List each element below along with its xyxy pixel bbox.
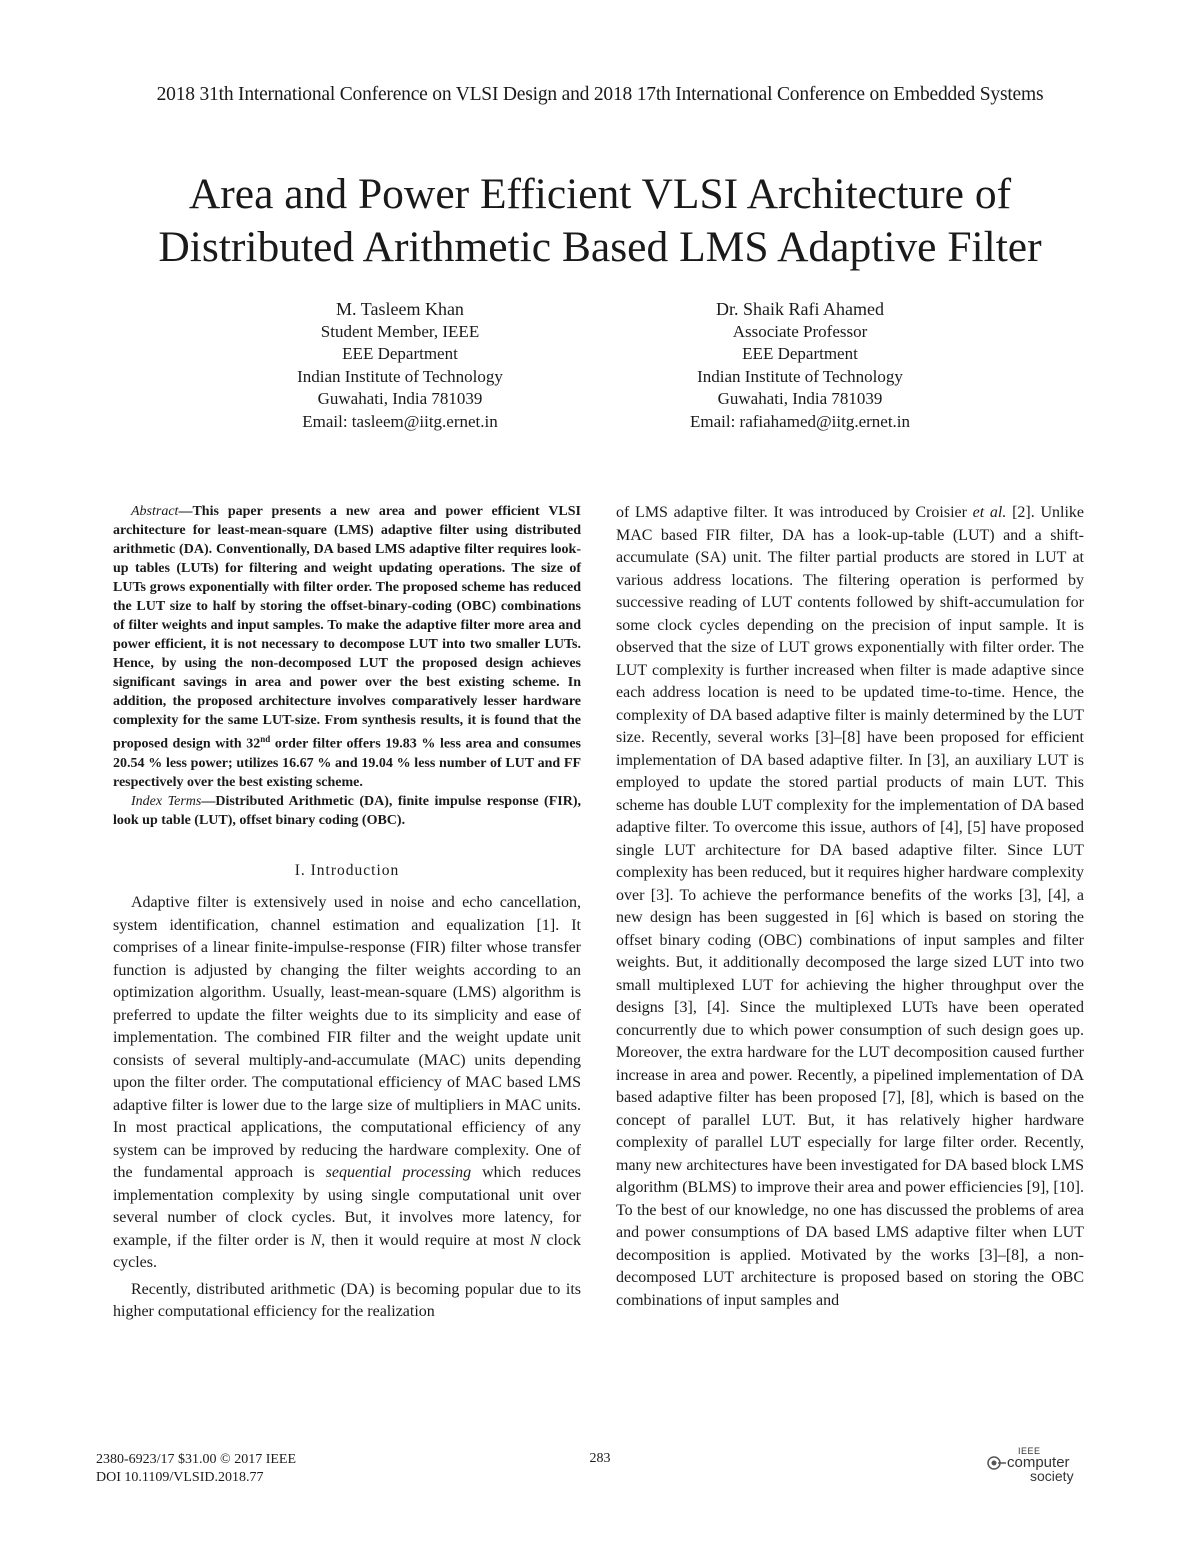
author-dept: EEE Department [342, 344, 458, 364]
footer-doi: DOI 10.1109/VLSID.2018.77 [96, 1470, 264, 1485]
intro-text: [2]. Unlike MAC based FIR filter, DA has a look-up-table (LUT) and a shift-accumulate (SA) unit. The filter partial products are stored in LUT at various address locations. The filtering operation is performed by successive reading of LUT contents followed by shift-accumulation for some clock cycles depending on the precision of input sample. It is observed that the size of LUT grows exponentially with filter order. The LUT complexity is further increased when filter is made adaptive since each address location is need to be updated time-to-time. Hence, the complexity of DA based adaptive filter is mainly determined by the LUT size. Recently, several works [3]–[8] have been proposed for efficient implementation of DA based adaptive filter. In [3], an auxiliary LUT is employed to update the stored partial products of main LUT. This scheme has double LUT complexity for the implementation of DA based adaptive filter. To overcome this issue, authors of [4], [5] have proposed single LUT architecture for DA based adaptive filter. Since LUT complexity has been reduced, but it requires higher hardware complexity over [3]. To achieve the performance benefits of the works [3], [4], a new design has been suggested in [6] which is based on storing the offset binary coding (OBC) combinations of input samples and filter weights. But, it additionally decomposed the large sized LUT into two small multiplexed LUT for achieving the higher throughput over the designs [3], [4]. Since the multiplexed LUTs have been operated concurrently due to which power consumption of such design goes up. Moreover, the extra hardware for the LUT decomposition caused further increase in area and power. Recently, a pipelined implementation of DA based adaptive filter has been proposed [7], [8], which is based on the concept of parallel LUT. But, it has relatively higher hardware complexity of parallel LUT especially for large filter order. Recently, many new architectures have been investigated for DA based block LMS algorithm (BLMS) to improve their area and power efficiencies [9], [10]. To the best of our knowledge, no one has discussed the problems of area and power consumptions of DA based LMS adaptive filter when LUT decomposition is applied. Motivated by the works [3]–[8], a non-decomposed LUT architecture is proposed based on storing the OBC combinations of input samples and [616, 504, 1084, 1309]
intro-text: clock cycles. [113, 1231, 581, 1272]
author-email: Email: tasleem@iitg.ernet.in [302, 411, 498, 431]
author-institution: Indian Institute of Technology [697, 366, 903, 386]
author-name: M. Tasleem Khan [336, 299, 464, 319]
footer-issn: 2380-6923/17 $31.00 © 2017 IEEE [96, 1452, 297, 1467]
intro-paragraph-2: Recently, distributed arithmetic (DA) is becoming popular due to its higher computational efficiency for the realization [113, 1280, 581, 1321]
author-block-2 [610, 298, 990, 434]
intro-math-n: N [529, 1231, 541, 1249]
right-column [616, 502, 1084, 1312]
abstract [113, 502, 581, 792]
abstract-text-1: This paper presents a new area and power efficient VLSI architecture for least-mean-square (LMS) adaptive filter using distributed arithmetic (DA). Conventionally, DA based LMS adaptive filter requires look-up tables (LUTs) for filtering and weight updating operations. The size of LUTs grows exponentially with filter order. The proposed scheme has reduced the LUT size to half by storing the offset-binary-coding (OBC) combinations of filter weights and input samples. To make the adaptive filter more area and power efficient, it is not necessary to decompose LUT into two smaller LUTs. Hence, by using the non-decomposed LUT the proposed design achieves significant savings in area and power over the best existing scheme. In addition, the proposed architecture involves comparatively lesser hardware complexity for the same LUT-size. From synthesis results, it is found that the proposed design with 32 [113, 504, 581, 752]
logo-computer-text: computer [1007, 1454, 1070, 1471]
author-block-1 [210, 298, 590, 434]
author-dept: EEE Department [742, 344, 858, 364]
abstract-text-2: order filter offers 19.83 % less area and consumes 20.54 % less power; utilizes 16.67 % and 19.04 % less number of LUT and FF respectively over the best existing scheme. [113, 736, 581, 790]
abstract-dash: — [178, 504, 193, 519]
title-line-2: Distributed Arithmetic Based LMS Adaptive Filter [158, 223, 1042, 271]
index-terms-label: Index Terms [131, 793, 202, 809]
title-line-1: Area and Power Efficient VLSI Architecture of [188, 170, 1012, 218]
logo-society-text: society [1030, 1468, 1074, 1484]
paper-title [0, 168, 1200, 274]
computer-society-icon [985, 1454, 1007, 1472]
author-name: Dr. Shaik Rafi Ahamed [716, 299, 884, 319]
left-column [113, 502, 581, 1324]
abstract-superscript: nd [260, 734, 271, 744]
section-heading: I. Introduction [294, 861, 400, 879]
logo-ieee-text: IEEE [1018, 1446, 1041, 1456]
page-number: 283 [589, 1451, 611, 1466]
abstract-label: Abstract [131, 504, 179, 519]
index-terms [113, 792, 581, 830]
author-city: Guwahati, India 781039 [717, 389, 883, 409]
intro-text: which reduces implementation complexity by using single computational unit over several number of clock cycles. But, it involves more latency, for example, if the filter order is [113, 1164, 582, 1249]
intro-emphasis: sequential processing [325, 1164, 472, 1182]
author-city: Guwahati, India 781039 [317, 389, 483, 409]
author-institution: Indian Institute of Technology [297, 366, 503, 386]
intro-text: , then it would require at most [321, 1231, 530, 1249]
intro-paragraph-1 [113, 892, 581, 1275]
intro-text: Adaptive filter is extensively used in noise and echo cancellation, system identification, channel estimation and equalization [1]. It comprises of a linear finite-impulse-response (FIR) filter whose transfer function is adjusted by changing the filter weights according to an optimization algorithm. Usually, least-mean-square (LMS) algorithm is preferred to update the filter weights due to its simplicity and ease of implementation. The combined FIR filter and the weight update unit consists of several multiply-and-accumulate (MAC) units depending upon the filter order. The computational efficiency of MAC based LMS adaptive filter is lower due to the large size of multipliers in MAC units. In most practical applications, the computational efficiency of any system can be improved by reducing the hardware complexity. One of the fundamental approach is [113, 894, 581, 1182]
intro-paragraph-continued [616, 502, 1084, 1312]
computer-society-logo [985, 1446, 1085, 1488]
author-role: Student Member, IEEE [320, 321, 480, 341]
author-role: Associate Professor [732, 321, 868, 341]
intro-emphasis: et al. [972, 504, 1007, 521]
intro-math-n: N [310, 1231, 322, 1249]
index-terms-text: Distributed Arithmetic (DA), finite impulse response (FIR), look up table (LUT), offset binary coding (OBC). [113, 793, 581, 828]
author-email: Email: rafiahamed@iitg.ernet.in [689, 411, 911, 431]
intro-text: of LMS adaptive filter. It was introduced by Croisier [616, 504, 973, 521]
conference-header: 2018 31th International Conference on VLSI Design and 2018 17th International Conference on Embedded Systems [156, 84, 1044, 105]
index-terms-dash: — [201, 793, 216, 809]
